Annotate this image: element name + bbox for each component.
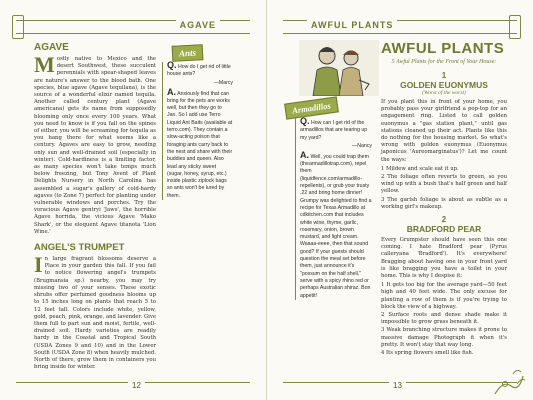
list-item: 1 It gets too big for the average yard—50 feet high and 40 feet wide. The only excuse for planting a row of them is if you're trying to block the view of a highway. [381, 282, 507, 310]
plant2-list [381, 282, 507, 357]
main-column-left [34, 42, 156, 371]
ants-sidebar [162, 62, 233, 200]
list-item: 3 Weak branching structure makes it prone to massive damage Photograph it when it's pretty. It won't stay that way long. [381, 327, 507, 348]
page-number: 13 [389, 381, 406, 390]
ants-tag: Ants [172, 44, 204, 62]
right-page [267, 0, 533, 400]
answer [167, 86, 233, 200]
question [167, 62, 233, 79]
header-corner-ornament [509, 15, 521, 39]
running-header-left [16, 20, 250, 34]
running-header-text: AGAVE [176, 20, 220, 30]
section-title-angels-trumpet: ANGEL'S TRUMPET [34, 242, 125, 254]
plant1-body: If you plant this in front of your home, you probably pass your girlfriend a pop-top for an engagement ring. Listed to call golden euonymus a "gas station plant," until gas stations cleaned up their act. Plants like this do nothing for the housing market. So what's wrong with golden euonymus (Euonymus japonicus 'Aureomarginatus')? Let me count the ways: [381, 99, 507, 163]
answer-text: Well, you could trap them (thearmadillotrap.com), repel them (liquidfence.com/armadillo-repellents), or grub your trusty .22 and bring home dinner! Grumpy was delighted to find a recipe for Texas Armadillo at cdkitchen.com that includes white wine, thyme, garlic, rosemary, onion, brown mustard, and light cream. Waaaa-eeee, then that sound good? If your guests should question the meal set before them, just announce it's "possum on the half shell," serve with a spicy rhino red or perhaps Australian shiraz. Bon appetit! [300, 153, 372, 299]
page-title: AWFUL PLANTS [381, 40, 505, 57]
question-mark: Q. [300, 116, 310, 126]
agave-body [34, 52, 156, 236]
question [300, 118, 372, 142]
list-item: 4 Its spring flowers smell like fish. [381, 350, 474, 357]
main-column-right [381, 40, 507, 358]
running-header-right [283, 20, 517, 34]
trumpet-body [34, 252, 156, 371]
agave-body-text: ostly native to Mexico and the desert Southwest, these succulent perennials with spear-shaped leaves are nature's answer to the blood bath. One species, blue agave (Agave tequilana), is the source of a wonderful elixir named tequila. Another called century plant (Agave americana) gets its name from supposedly blooming only once every 100 years. What you need to know is if you fall on the spines of either, you will be screaming for tequila as you hang there for what seems like a century. Agaves are easy to grow, needing only sun and well-drained soil (especially in winter). Cold-hardiness is a limiting factor, as many species won't take temps much below freezing, but Tony Avent of Plant Delights Nursery in North Carolina has assembled a sugar's gallery of cold-hardy agaves (to Zone 7) perfect for planting under vulnerable windows and porches. Try the voracious Agave gentryi 'Jaws', the horrible Agave horrida, the vicious Agave 'Mako Shark', or the eloquent Agave titanota 'Lion Wine.' [34, 56, 156, 235]
left-page [0, 0, 266, 400]
list-item: 2 Surface roots and dense shade make it impossible to grow grass beneath it. [381, 312, 507, 326]
armadillos-sidebar [295, 118, 372, 300]
page-number: 12 [128, 381, 145, 390]
vintage-couple-illustration [299, 40, 379, 96]
plant-name-bradford-pear: BRADFORD PEAR [406, 224, 482, 235]
question-text: How do I get rid of little house ants? [167, 64, 231, 78]
plant1-list [381, 166, 507, 211]
list-item: 2 The foliage often reverts to green, so you wind up with a bush that's half green and half yellow. [381, 174, 507, 195]
question-text: How can I get rid of the armadillos that are tearing up my yard? [300, 120, 368, 141]
plant-name-golden-euonymus: GOLDEN EUONYMUS [400, 80, 488, 90]
drop-cap: I [34, 252, 43, 278]
trumpet-body-text: n large fragrant blossoms deserve a Place in your garden this fall. If you fail to notice flowering angel's trumpets (Brugmansia sp.) nearby, you may try missing two of your senses. These exotic shrubs offer perfumed goodness blooms up to 15 inches long on plants that reach 5 to 12 feet tall. Colors include white, yellow, gold, peach, pink, orange, and lavender. Give them full to part sun and moist, fertile, well-drained soil. Hardy varieties are readily hardy in the Coastal and Tropical South (USDA Zones 9 and 10) and in the Lower South (USDA Zone 8) when heavily mulched. North of there, grow them in containers you bring inside for winter. [34, 256, 156, 371]
vine-ornament-icon [493, 366, 527, 396]
question-attribution: —Nancy [352, 142, 372, 149]
answer-mark: A. [167, 86, 176, 97]
answer [300, 149, 372, 300]
section-title-agave: AGAVE [34, 42, 69, 53]
list-item: 1 Mildew and scale eat it up. [381, 165, 459, 172]
list-item: 3 The garish foliage is about as subtle as a working girl's makeup. [381, 196, 507, 210]
header-corner-ornament [12, 15, 24, 39]
plant2-body: Every Grumpster should have seen this one coming. I hate Bradford pear (Pyrus calleryana 'Bradford'). It's everywhere! Bragging about having one in your front yard is like bragging you have a toilet in your home. This is why I despise it: [381, 237, 507, 280]
armadillos-tag: Armadillos [284, 96, 338, 119]
running-header-text: AWFUL PLANTS [307, 20, 397, 30]
plant-number-1: 1 [441, 71, 447, 80]
drop-cap: M [34, 52, 55, 77]
question-mark: Q. [167, 60, 177, 70]
question-attribution: —Marcy [213, 79, 233, 86]
plant-number-2: 2 [441, 215, 447, 225]
page-subtitle: 5 Awful Plants for the Front of Your House: [391, 59, 497, 65]
plant-sub-note: (Worst of the worst) [422, 90, 466, 96]
answer-mark: A. [300, 149, 309, 160]
answer-text: Anxiously find that can bring for the pets are works well, but then they go to Jan. So I add use Terro Liquid Ant Baits (available at terro.com). They contain a slow-acting poison that foraging ants carry back to the nest and share with their buddies and queen. Also lead any sticky sweet (sugar, honey, syrup, etc.) inside plastic ziplock bags so ants won't be lured by them. [167, 90, 233, 199]
